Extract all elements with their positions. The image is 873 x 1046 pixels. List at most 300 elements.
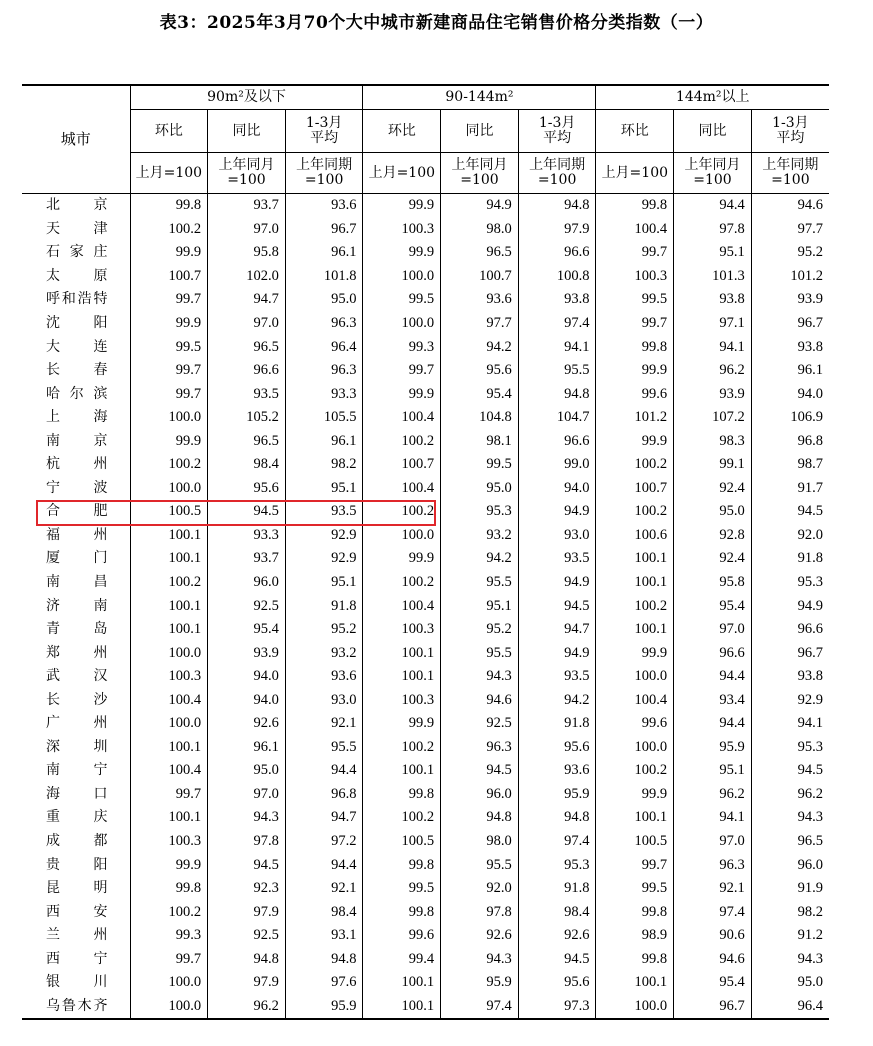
index-value: 95.1 <box>674 759 752 783</box>
index-value: 99.9 <box>130 312 208 336</box>
city-name: 南京 <box>46 432 108 449</box>
table-row <box>22 688 829 712</box>
index-value: 100.3 <box>363 618 441 642</box>
index-value: 104.8 <box>441 406 519 430</box>
table-row <box>22 806 829 830</box>
table-row <box>22 218 829 242</box>
index-value: 96.6 <box>518 241 596 265</box>
table-row <box>22 830 829 854</box>
base-header-cell: 上月=100 <box>363 153 441 194</box>
index-value: 95.2 <box>751 241 829 265</box>
city-name: 宁波 <box>46 479 108 496</box>
index-value: 98.9 <box>596 924 674 948</box>
index-value: 95.9 <box>518 783 596 807</box>
index-value: 100.3 <box>130 665 208 689</box>
city-name: 厦门 <box>46 550 108 567</box>
index-value: 99.8 <box>596 335 674 359</box>
index-value: 94.8 <box>208 948 286 972</box>
index-value: 100.4 <box>363 477 441 501</box>
index-value: 100.4 <box>130 688 208 712</box>
index-value: 93.0 <box>518 524 596 548</box>
sub-header-cell: 环比 <box>130 110 208 153</box>
city-name: 郑州 <box>46 644 108 661</box>
table-row <box>22 641 829 665</box>
index-value: 94.8 <box>518 194 596 218</box>
index-value: 99.8 <box>363 853 441 877</box>
index-value: 100.0 <box>596 736 674 760</box>
index-value: 96.2 <box>674 359 752 383</box>
index-value: 99.7 <box>596 241 674 265</box>
index-value: 98.0 <box>441 218 519 242</box>
table-row <box>22 359 829 383</box>
index-value: 94.3 <box>751 948 829 972</box>
index-value: 92.9 <box>751 688 829 712</box>
index-value: 95.5 <box>518 359 596 383</box>
index-value: 92.6 <box>208 712 286 736</box>
city-name: 济南 <box>46 597 108 614</box>
index-value: 100.0 <box>130 995 208 1020</box>
index-value: 95.3 <box>751 571 829 595</box>
index-value: 94.4 <box>285 853 363 877</box>
index-value: 96.4 <box>285 335 363 359</box>
city-name: 贵阳 <box>46 856 108 873</box>
index-value: 94.4 <box>674 194 752 218</box>
index-value: 94.0 <box>208 665 286 689</box>
index-value: 94.5 <box>751 759 829 783</box>
table-row <box>22 618 829 642</box>
city-name: 兰州 <box>46 927 108 944</box>
index-value: 92.6 <box>518 924 596 948</box>
index-value: 97.4 <box>518 830 596 854</box>
index-value: 99.7 <box>596 853 674 877</box>
index-value: 97.0 <box>208 783 286 807</box>
index-value: 100.3 <box>363 218 441 242</box>
index-value: 96.2 <box>751 783 829 807</box>
index-value: 97.3 <box>518 995 596 1020</box>
index-value: 95.1 <box>441 594 519 618</box>
index-value: 92.4 <box>674 547 752 571</box>
index-value: 100.1 <box>596 547 674 571</box>
index-value: 97.4 <box>441 995 519 1020</box>
sub-header-cell: 同比 <box>441 110 519 153</box>
city-name: 西宁 <box>46 950 108 967</box>
index-value: 100.2 <box>130 900 208 924</box>
sub-header-row <box>22 110 829 153</box>
city-name: 大连 <box>46 338 108 355</box>
table-row <box>22 406 829 430</box>
index-value: 99.7 <box>130 359 208 383</box>
index-value: 98.7 <box>751 453 829 477</box>
city-name: 西安 <box>46 903 108 920</box>
index-value: 90.6 <box>674 924 752 948</box>
index-value: 98.4 <box>285 900 363 924</box>
index-value: 96.3 <box>674 853 752 877</box>
city-name: 海口 <box>46 785 108 802</box>
index-value: 100.0 <box>596 665 674 689</box>
sub-header-cell: 同比 <box>208 110 286 153</box>
index-value: 99.8 <box>596 900 674 924</box>
table-title: 表3：2025年3月70个大中城市新建商品住宅销售价格分类指数（一） <box>159 13 714 33</box>
index-value: 96.1 <box>751 359 829 383</box>
index-value: 97.7 <box>751 218 829 242</box>
index-value: 98.2 <box>285 453 363 477</box>
index-value: 100.0 <box>130 641 208 665</box>
index-value: 99.3 <box>130 924 208 948</box>
index-value: 94.0 <box>208 688 286 712</box>
index-value: 100.1 <box>130 618 208 642</box>
index-value: 94.8 <box>518 382 596 406</box>
index-value: 94.9 <box>518 500 596 524</box>
index-value: 94.6 <box>441 688 519 712</box>
index-value: 95.9 <box>285 995 363 1020</box>
index-value: 100.0 <box>363 265 441 289</box>
index-value: 99.3 <box>363 335 441 359</box>
index-value: 92.8 <box>674 524 752 548</box>
table-row <box>22 759 829 783</box>
index-value: 98.3 <box>674 429 752 453</box>
index-value: 97.0 <box>208 218 286 242</box>
index-value: 95.3 <box>441 500 519 524</box>
index-value: 100.2 <box>596 500 674 524</box>
price-index-table <box>22 84 829 1020</box>
table-row <box>22 948 829 972</box>
index-value: 91.9 <box>751 877 829 901</box>
index-value: 100.1 <box>130 524 208 548</box>
index-value: 92.9 <box>285 547 363 571</box>
index-value: 100.4 <box>363 594 441 618</box>
index-value: 94.7 <box>285 806 363 830</box>
base-header-cell: 上年同月 =100 <box>674 153 752 194</box>
index-value: 93.9 <box>751 288 829 312</box>
index-value: 92.1 <box>674 877 752 901</box>
city-name: 哈尔滨 <box>46 385 108 402</box>
index-value: 95.6 <box>518 971 596 995</box>
table-row <box>22 853 829 877</box>
index-value: 96.1 <box>285 429 363 453</box>
index-value: 98.4 <box>518 900 596 924</box>
table-row <box>22 924 829 948</box>
index-value: 94.9 <box>518 641 596 665</box>
index-value: 97.0 <box>674 830 752 854</box>
index-value: 91.7 <box>751 477 829 501</box>
group-header-medium: 90-144m² <box>363 85 596 110</box>
table-row <box>22 265 829 289</box>
index-value: 95.3 <box>518 853 596 877</box>
index-value: 100.2 <box>130 453 208 477</box>
index-value: 100.1 <box>596 971 674 995</box>
index-value: 93.3 <box>285 382 363 406</box>
index-value: 93.5 <box>208 382 286 406</box>
index-value: 94.2 <box>441 335 519 359</box>
table-row <box>22 571 829 595</box>
group-header-large: 144m²以上 <box>596 85 829 110</box>
index-value: 92.4 <box>674 477 752 501</box>
table-row <box>22 194 829 218</box>
index-value: 100.1 <box>363 759 441 783</box>
index-value: 100.1 <box>363 665 441 689</box>
index-value: 96.5 <box>751 830 829 854</box>
index-value: 99.6 <box>596 382 674 406</box>
index-value: 96.0 <box>751 853 829 877</box>
index-value: 94.5 <box>441 759 519 783</box>
index-value: 92.6 <box>441 924 519 948</box>
index-value: 100.0 <box>596 995 674 1020</box>
city-name: 太原 <box>46 267 108 284</box>
index-value: 95.1 <box>674 241 752 265</box>
index-value: 96.7 <box>285 218 363 242</box>
index-value: 100.7 <box>130 265 208 289</box>
index-value: 95.6 <box>208 477 286 501</box>
index-value: 100.1 <box>596 806 674 830</box>
index-value: 94.5 <box>208 500 286 524</box>
index-value: 99.9 <box>130 429 208 453</box>
index-value: 100.1 <box>130 547 208 571</box>
index-value: 99.5 <box>363 288 441 312</box>
table-row <box>22 241 829 265</box>
index-value: 99.7 <box>130 288 208 312</box>
index-value: 100.0 <box>130 477 208 501</box>
index-value: 93.4 <box>674 688 752 712</box>
index-value: 104.7 <box>518 406 596 430</box>
table-row <box>22 335 829 359</box>
index-value: 99.9 <box>596 359 674 383</box>
index-value: 100.2 <box>130 571 208 595</box>
city-name: 长沙 <box>46 691 108 708</box>
index-value: 95.1 <box>285 571 363 595</box>
index-value: 93.9 <box>208 641 286 665</box>
index-value: 96.2 <box>208 995 286 1020</box>
index-value: 95.6 <box>441 359 519 383</box>
index-value: 94.3 <box>208 806 286 830</box>
index-value: 99.8 <box>596 194 674 218</box>
city-name: 昆明 <box>46 880 108 897</box>
base-header-row <box>22 153 829 194</box>
index-value: 100.1 <box>130 806 208 830</box>
index-value: 99.9 <box>363 382 441 406</box>
index-value: 95.5 <box>285 736 363 760</box>
index-value: 97.6 <box>285 971 363 995</box>
table-row <box>22 477 829 501</box>
index-value: 93.6 <box>285 194 363 218</box>
highlight-box <box>36 500 436 526</box>
index-value: 94.1 <box>674 335 752 359</box>
index-value: 99.9 <box>596 429 674 453</box>
base-header-cell: 上年同月 =100 <box>441 153 519 194</box>
index-value: 93.3 <box>208 524 286 548</box>
index-value: 100.4 <box>130 759 208 783</box>
index-value: 97.0 <box>674 618 752 642</box>
index-value: 92.3 <box>208 877 286 901</box>
index-value: 95.2 <box>441 618 519 642</box>
index-value: 93.2 <box>285 641 363 665</box>
index-value: 95.4 <box>441 382 519 406</box>
city-name: 成都 <box>46 833 108 850</box>
index-value: 97.8 <box>674 218 752 242</box>
index-value: 105.2 <box>208 406 286 430</box>
table-row <box>22 382 829 406</box>
index-value: 96.4 <box>751 995 829 1020</box>
group-header-small: 90m²及以下 <box>130 85 363 110</box>
index-value: 99.9 <box>596 783 674 807</box>
index-value: 96.7 <box>674 995 752 1020</box>
index-value: 95.5 <box>441 853 519 877</box>
index-value: 98.1 <box>441 429 519 453</box>
index-value: 100.2 <box>363 571 441 595</box>
index-value: 95.0 <box>285 288 363 312</box>
index-value: 92.5 <box>441 712 519 736</box>
index-value: 106.9 <box>751 406 829 430</box>
city-name: 乌鲁木齐 <box>22 995 130 1020</box>
index-value: 97.0 <box>208 312 286 336</box>
index-value: 97.9 <box>518 218 596 242</box>
index-value: 94.4 <box>674 665 752 689</box>
index-value: 94.7 <box>518 618 596 642</box>
index-value: 100.8 <box>518 265 596 289</box>
index-value: 93.1 <box>285 924 363 948</box>
index-value: 92.5 <box>208 594 286 618</box>
index-value: 95.8 <box>674 571 752 595</box>
index-value: 100.2 <box>130 218 208 242</box>
index-value: 97.7 <box>441 312 519 336</box>
sub-header-cell: 1-3月 平均 <box>285 110 363 153</box>
table-row <box>22 783 829 807</box>
index-value: 97.4 <box>518 312 596 336</box>
index-value: 100.1 <box>363 641 441 665</box>
index-value: 99.8 <box>130 877 208 901</box>
index-value: 100.2 <box>363 429 441 453</box>
index-value: 99.7 <box>130 783 208 807</box>
index-value: 100.3 <box>363 688 441 712</box>
index-value: 99.4 <box>363 948 441 972</box>
index-value: 100.1 <box>363 971 441 995</box>
index-value: 99.8 <box>130 194 208 218</box>
index-value: 99.7 <box>130 382 208 406</box>
index-value: 92.0 <box>441 877 519 901</box>
index-value: 95.2 <box>285 618 363 642</box>
index-value: 95.4 <box>674 594 752 618</box>
index-value: 98.2 <box>751 900 829 924</box>
index-value: 93.8 <box>751 335 829 359</box>
table-row <box>22 594 829 618</box>
index-value: 95.8 <box>208 241 286 265</box>
index-value: 96.5 <box>441 241 519 265</box>
index-value: 100.1 <box>596 618 674 642</box>
index-value: 100.0 <box>130 712 208 736</box>
index-value: 93.8 <box>674 288 752 312</box>
index-value: 93.7 <box>208 194 286 218</box>
index-value: 94.2 <box>518 688 596 712</box>
base-header-cell: 上年同月 =100 <box>208 153 286 194</box>
index-value: 100.3 <box>596 265 674 289</box>
city-name: 北京 <box>46 197 108 214</box>
index-value: 94.0 <box>751 382 829 406</box>
index-value: 91.8 <box>518 877 596 901</box>
table-row <box>22 547 829 571</box>
index-value: 97.8 <box>208 830 286 854</box>
index-value: 96.1 <box>208 736 286 760</box>
table-row <box>22 736 829 760</box>
index-value: 101.2 <box>596 406 674 430</box>
table-body <box>22 194 829 1020</box>
base-header-cell: 上年同期 =100 <box>285 153 363 194</box>
city-name: 重庆 <box>46 809 108 826</box>
index-value: 102.0 <box>208 265 286 289</box>
index-value: 99.7 <box>363 359 441 383</box>
index-value: 93.0 <box>285 688 363 712</box>
index-value: 94.1 <box>751 712 829 736</box>
city-name: 深圳 <box>46 738 108 755</box>
index-value: 93.5 <box>518 665 596 689</box>
index-value: 95.9 <box>674 736 752 760</box>
index-value: 94.1 <box>518 335 596 359</box>
index-value: 100.2 <box>596 594 674 618</box>
index-value: 107.2 <box>674 406 752 430</box>
city-name: 合肥 <box>46 503 108 520</box>
city-name: 天津 <box>46 220 108 237</box>
index-value: 94.8 <box>518 806 596 830</box>
index-value: 94.3 <box>441 948 519 972</box>
index-value: 94.4 <box>674 712 752 736</box>
table-row <box>22 524 829 548</box>
index-value: 101.2 <box>751 265 829 289</box>
index-value: 99.9 <box>363 547 441 571</box>
index-value: 94.6 <box>751 194 829 218</box>
city-name: 杭州 <box>46 456 108 473</box>
index-value: 100.0 <box>363 312 441 336</box>
index-value: 99.9 <box>130 853 208 877</box>
index-value: 99.6 <box>596 712 674 736</box>
base-header-cell: 上月=100 <box>596 153 674 194</box>
table-row <box>22 429 829 453</box>
index-value: 93.6 <box>285 665 363 689</box>
index-value: 93.6 <box>441 288 519 312</box>
index-value: 99.9 <box>363 712 441 736</box>
index-value: 100.7 <box>363 453 441 477</box>
index-value: 91.8 <box>751 547 829 571</box>
index-value: 100.0 <box>130 406 208 430</box>
index-value: 95.0 <box>208 759 286 783</box>
index-value: 94.4 <box>285 759 363 783</box>
table-row <box>22 665 829 689</box>
city-name: 广州 <box>46 715 108 732</box>
index-value: 95.9 <box>441 971 519 995</box>
index-value: 96.7 <box>751 641 829 665</box>
index-value: 94.9 <box>518 571 596 595</box>
index-value: 95.4 <box>208 618 286 642</box>
index-value: 95.6 <box>518 736 596 760</box>
index-value: 100.3 <box>130 830 208 854</box>
sub-header-cell: 1-3月 平均 <box>751 110 829 153</box>
index-value: 95.5 <box>441 571 519 595</box>
index-value: 100.5 <box>363 830 441 854</box>
index-value: 93.7 <box>208 547 286 571</box>
index-value: 96.3 <box>441 736 519 760</box>
index-value: 93.6 <box>518 759 596 783</box>
index-value: 93.2 <box>441 524 519 548</box>
index-value: 94.9 <box>441 194 519 218</box>
city-name: 武汉 <box>46 668 108 685</box>
index-value: 96.8 <box>751 429 829 453</box>
index-value: 92.0 <box>751 524 829 548</box>
index-value: 94.5 <box>518 594 596 618</box>
index-value: 96.1 <box>285 241 363 265</box>
city-name: 福州 <box>46 526 108 543</box>
index-value: 100.0 <box>363 524 441 548</box>
index-value: 99.8 <box>596 948 674 972</box>
city-name: 呼和浩特 <box>46 291 108 308</box>
index-value: 100.7 <box>441 265 519 289</box>
index-value: 96.5 <box>208 335 286 359</box>
